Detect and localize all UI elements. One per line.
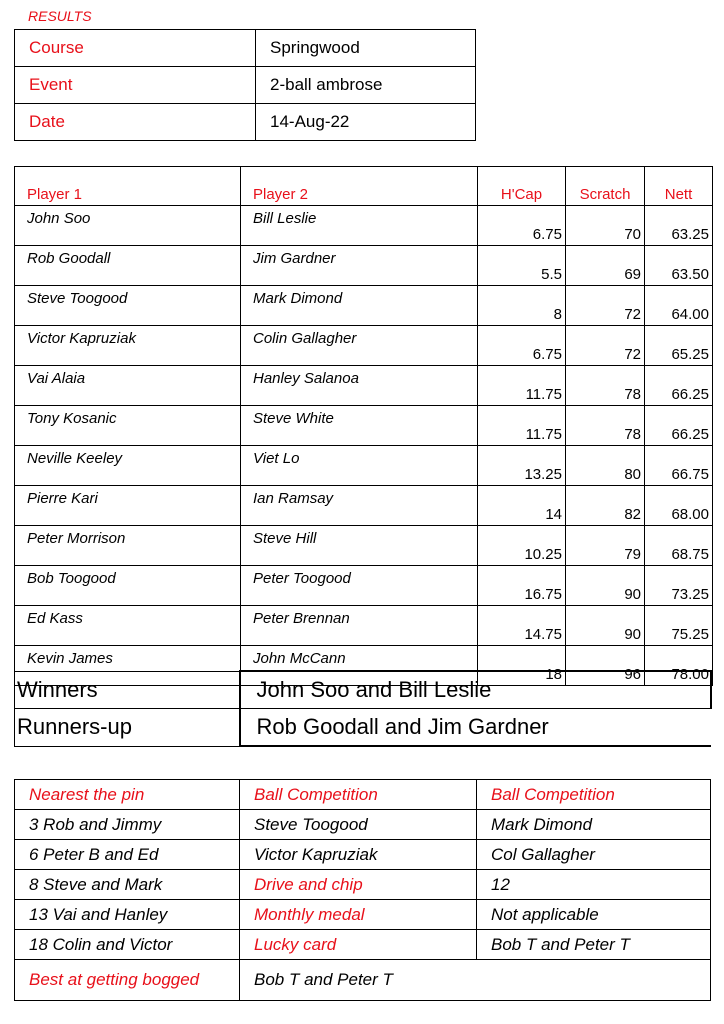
results-row bbox=[15, 206, 713, 246]
extras-cell: Steve Toogood bbox=[240, 810, 477, 840]
scratch-cell: 72 bbox=[566, 286, 645, 326]
extras-category-best-at-getting-bogged: Best at getting bogged bbox=[15, 960, 240, 1001]
info-key: Course bbox=[15, 30, 256, 67]
winners-row bbox=[15, 671, 711, 709]
nett-cell: 63.25 bbox=[645, 206, 713, 246]
info-value: 2-ball ambrose bbox=[256, 67, 476, 104]
info-key: Date bbox=[15, 104, 256, 141]
extras-cell: 18 Colin and Victor bbox=[15, 930, 240, 960]
nett-cell: 75.25 bbox=[645, 606, 713, 646]
info-value: Springwood bbox=[256, 30, 476, 67]
results-table bbox=[14, 166, 713, 686]
nett-cell: 68.00 bbox=[645, 486, 713, 526]
hcap-cell: 6.75 bbox=[478, 326, 566, 366]
info-key: Event bbox=[15, 67, 256, 104]
results-row bbox=[15, 246, 713, 286]
scratch-cell: 78 bbox=[566, 406, 645, 446]
header-ball-competition: Ball Competition bbox=[477, 780, 711, 810]
player-2-cell: John McCann bbox=[241, 646, 478, 686]
player-1-cell: Bob Toogood bbox=[15, 566, 241, 606]
results-row bbox=[15, 366, 713, 406]
scratch-cell: 70 bbox=[566, 206, 645, 246]
header-nearest-the-pin: Nearest the pin bbox=[15, 780, 240, 810]
player-2-cell: Peter Brennan bbox=[241, 606, 478, 646]
hcap-cell: 10.25 bbox=[478, 526, 566, 566]
hcap-cell: 11.75 bbox=[478, 366, 566, 406]
player-1-cell: Victor Kapruziak bbox=[15, 326, 241, 366]
extras-row bbox=[15, 840, 711, 870]
extras-category-drive-and-chip: Drive and chip bbox=[240, 870, 477, 900]
player-1-cell: John Soo bbox=[15, 206, 241, 246]
nett-cell: 66.25 bbox=[645, 366, 713, 406]
scratch-cell: 90 bbox=[566, 566, 645, 606]
scratch-cell: 82 bbox=[566, 486, 645, 526]
extras-cell: Victor Kapruziak bbox=[240, 840, 477, 870]
extras-cell: Bob T and Peter T bbox=[477, 930, 711, 960]
results-row bbox=[15, 566, 713, 606]
hcap-cell: 5.5 bbox=[478, 246, 566, 286]
player-2-cell: Steve Hill bbox=[241, 526, 478, 566]
scratch-cell: 80 bbox=[566, 446, 645, 486]
extras-cell: Mark Dimond bbox=[477, 810, 711, 840]
runners-up-row bbox=[15, 709, 711, 747]
header-nett: Nett bbox=[645, 167, 713, 206]
winners-value: John Soo and Bill Leslie bbox=[240, 671, 711, 709]
extras-cell: 12 bbox=[477, 870, 711, 900]
nett-cell: 73.25 bbox=[645, 566, 713, 606]
extras-cell: Not applicable bbox=[477, 900, 711, 930]
header-player-2: Player 2 bbox=[241, 167, 478, 206]
extras-row bbox=[15, 870, 711, 900]
results-row bbox=[15, 526, 713, 566]
player-2-cell: Viet Lo bbox=[241, 446, 478, 486]
player-1-cell: Vai Alaia bbox=[15, 366, 241, 406]
nett-cell: 65.25 bbox=[645, 326, 713, 366]
player-1-cell: Steve Toogood bbox=[15, 286, 241, 326]
player-2-cell: Mark Dimond bbox=[241, 286, 478, 326]
scratch-cell: 79 bbox=[566, 526, 645, 566]
player-1-cell: Tony Kosanic bbox=[15, 406, 241, 446]
results-row bbox=[15, 606, 713, 646]
nett-cell: 66.75 bbox=[645, 446, 713, 486]
extras-cell: 6 Peter B and Ed bbox=[15, 840, 240, 870]
player-2-cell: Ian Ramsay bbox=[241, 486, 478, 526]
extras-cell: 13 Vai and Hanley bbox=[15, 900, 240, 930]
runners-up-label: Runners-up bbox=[15, 709, 240, 747]
results-row bbox=[15, 406, 713, 446]
header-ball-competition: Ball Competition bbox=[240, 780, 477, 810]
extras-row bbox=[15, 930, 711, 960]
extras-row bbox=[15, 900, 711, 930]
player-1-cell: Kevin James bbox=[15, 646, 241, 686]
hcap-cell: 11.75 bbox=[478, 406, 566, 446]
hcap-cell: 13.25 bbox=[478, 446, 566, 486]
results-header-row bbox=[15, 167, 713, 206]
extras-row bbox=[15, 810, 711, 840]
hcap-cell: 14 bbox=[478, 486, 566, 526]
scratch-cell: 69 bbox=[566, 246, 645, 286]
scratch-cell: 78 bbox=[566, 366, 645, 406]
player-2-cell: Colin Gallagher bbox=[241, 326, 478, 366]
extras-cell: Col Gallagher bbox=[477, 840, 711, 870]
hcap-cell: 16.75 bbox=[478, 566, 566, 606]
player-2-cell: Bill Leslie bbox=[241, 206, 478, 246]
extras-table bbox=[14, 779, 711, 1001]
extras-cell: 8 Steve and Mark bbox=[15, 870, 240, 900]
hcap-cell: 18 bbox=[478, 646, 566, 686]
player-1-cell: Peter Morrison bbox=[15, 526, 241, 566]
info-row-course bbox=[15, 30, 476, 67]
scratch-cell: 72 bbox=[566, 326, 645, 366]
extras-category-monthly-medal: Monthly medal bbox=[240, 900, 477, 930]
header-player-1: Player 1 bbox=[15, 167, 241, 206]
header-hcap: H'Cap bbox=[478, 167, 566, 206]
player-2-cell: Jim Gardner bbox=[241, 246, 478, 286]
player-2-cell: Peter Toogood bbox=[241, 566, 478, 606]
extras-cell: 3 Rob and Jimmy bbox=[15, 810, 240, 840]
event-info-table bbox=[14, 29, 476, 141]
results-row bbox=[15, 486, 713, 526]
nett-cell: 63.50 bbox=[645, 246, 713, 286]
extras-category-lucky-card: Lucky card bbox=[240, 930, 477, 960]
results-row bbox=[15, 286, 713, 326]
player-1-cell: Neville Keeley bbox=[15, 446, 241, 486]
hcap-cell: 6.75 bbox=[478, 206, 566, 246]
results-row bbox=[15, 446, 713, 486]
extras-header-row bbox=[15, 780, 711, 810]
winners-table bbox=[14, 670, 712, 747]
player-1-cell: Ed Kass bbox=[15, 606, 241, 646]
player-2-cell: Steve White bbox=[241, 406, 478, 446]
hcap-cell: 8 bbox=[478, 286, 566, 326]
header-scratch: Scratch bbox=[566, 167, 645, 206]
runners-up-value: Rob Goodall and Jim Gardner bbox=[240, 709, 711, 747]
results-row bbox=[15, 326, 713, 366]
scratch-cell: 90 bbox=[566, 606, 645, 646]
info-row-event bbox=[15, 67, 476, 104]
nett-cell: 68.75 bbox=[645, 526, 713, 566]
info-row-date bbox=[15, 104, 476, 141]
results-label: RESULTS bbox=[28, 8, 92, 24]
player-2-cell: Hanley Salanoa bbox=[241, 366, 478, 406]
player-1-cell: Pierre Kari bbox=[15, 486, 241, 526]
hcap-cell: 14.75 bbox=[478, 606, 566, 646]
extras-row-bogged bbox=[15, 960, 711, 1001]
info-value: 14-Aug-22 bbox=[256, 104, 476, 141]
winners-label: Winners bbox=[15, 671, 240, 709]
nett-cell: 66.25 bbox=[645, 406, 713, 446]
scratch-cell: 96 bbox=[566, 646, 645, 686]
nett-cell: 64.00 bbox=[645, 286, 713, 326]
nett-cell: 78.00 bbox=[645, 646, 713, 686]
extras-cell: Bob T and Peter T bbox=[240, 960, 711, 1001]
player-1-cell: Rob Goodall bbox=[15, 246, 241, 286]
